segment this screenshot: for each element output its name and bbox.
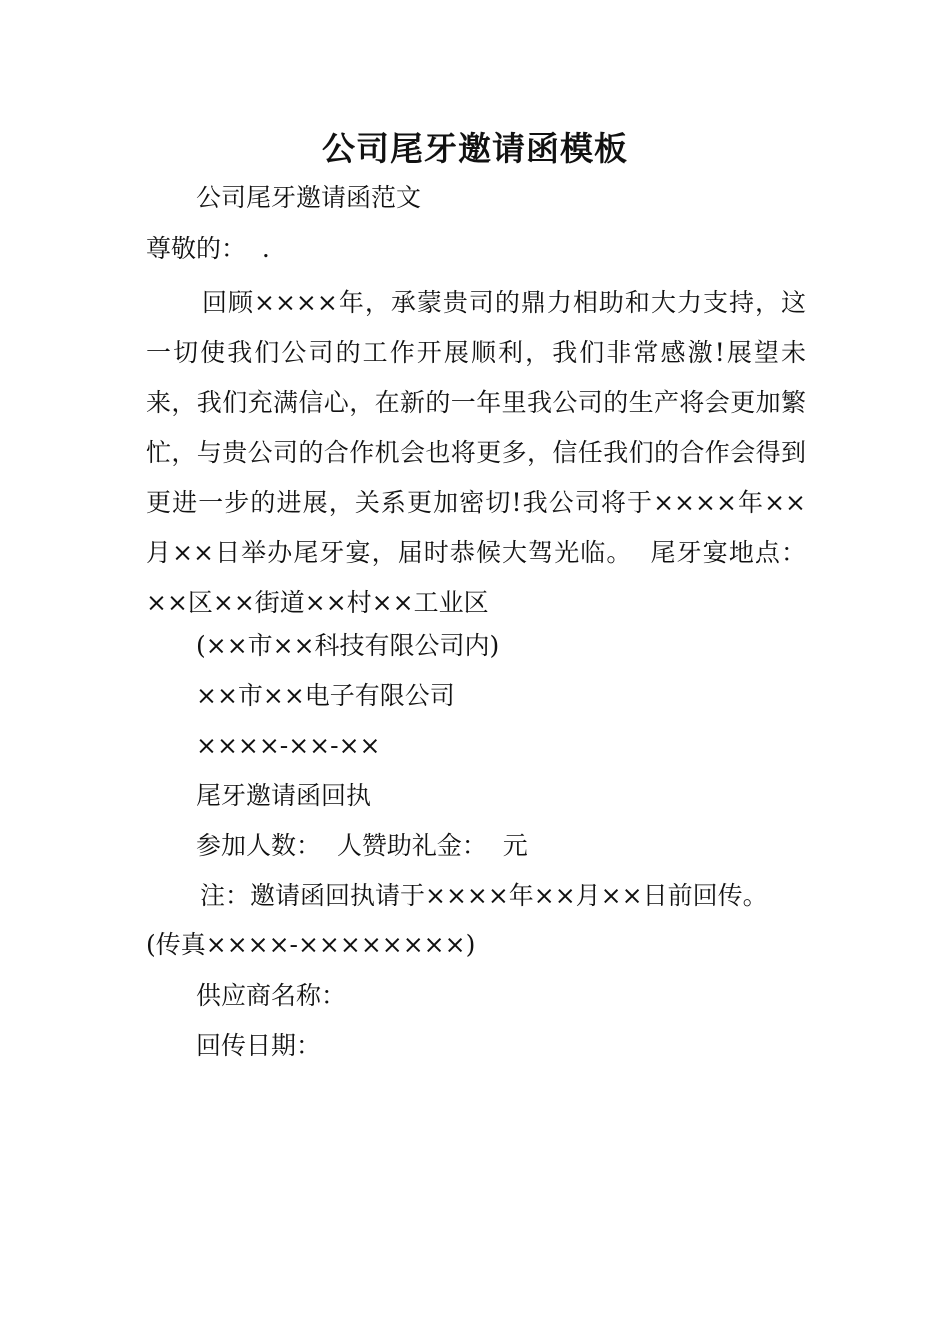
- letter-date: ××××-××-××: [196, 731, 381, 760]
- attendees-line: 参加人数： 人赞助礼金： 元: [196, 831, 528, 860]
- return-date-label: 回传日期：: [196, 1031, 322, 1060]
- receipt-title: 尾牙邀请函回执: [196, 781, 372, 810]
- fax-line: (传真××××-××××××××): [146, 930, 476, 959]
- document-title: 公司尾牙邀请函模板: [322, 129, 628, 168]
- company-name: ××市××电子有限公司: [196, 681, 455, 710]
- supplier-label: 供应商名称：: [196, 981, 347, 1010]
- document-subtitle: 公司尾牙邀请函范文: [196, 183, 422, 212]
- salutation: 尊敬的： .: [146, 234, 270, 263]
- note-line: 注：邀请函回执请于××××年××月××日前回传。: [200, 881, 768, 910]
- location-note: (××市××科技有限公司内): [196, 631, 500, 660]
- body-paragraph: 回顾××××年，承蒙贵司的鼎力相助和大力支持，这一切使我们公司的工作开展顺利，我们非常感激!展望未来，我们充满信心，在新的一年里我公司的生产将会更加繁忙，与贵公司的合作机会也将更多，信任我们的合作会得到更进一步的进展，关系更加密切!我公司将于××××年××月××日举办尾牙宴，届时恭候大驾光临。 尾牙宴地点：××区××街道××村××工业区: [146, 288, 806, 617]
